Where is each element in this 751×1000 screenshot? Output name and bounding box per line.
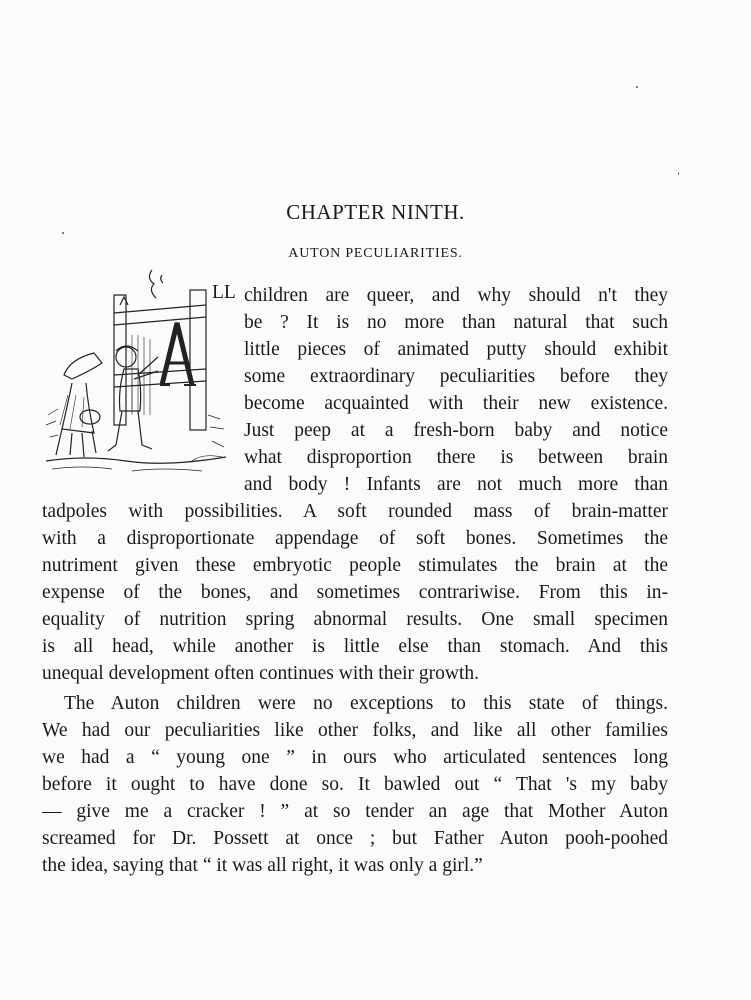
text-line: unequal development often continues with their growth.: [42, 663, 480, 684]
text-line: screamed for Dr. Possett at once ; but Father Auton pooh-poohed: [42, 828, 668, 849]
page-speck: [62, 232, 64, 234]
text-line: be ? It is no more than natural that such: [244, 312, 668, 333]
chapter-title: CHAPTER NINTH.: [286, 200, 465, 224]
text-line: and body ! Infants are not much more than: [244, 474, 668, 495]
page-speck: [678, 172, 679, 175]
text-line: children are queer, and why should n't they: [244, 285, 668, 306]
text-line: — give me a cracker ! ” at so tender an age that Mother Auton: [42, 801, 668, 822]
page-speck: [636, 86, 638, 88]
text-line: what disproportion there is between brain: [244, 447, 668, 468]
text-line: little pieces of animated putty should exhibit: [244, 339, 668, 360]
text-line: some extraordinary peculiarities before they: [244, 366, 668, 387]
text-line: expense of the bones, and sometimes contrariwise. From this in-: [42, 582, 668, 603]
text-line: Just peep at a fresh-born baby and notice: [244, 420, 668, 441]
text-line: nutriment given these embryotic people stimulates the brain at the: [42, 555, 668, 576]
text-line: is all head, while another is little else than stomach. And this: [42, 636, 668, 657]
text-line: The Auton children were no exceptions to this state of things.: [64, 693, 668, 714]
text-line: become acquainted with their new existence.: [244, 393, 668, 414]
text-line: with a disproportionate appendage of soft bones. Sometimes the: [42, 528, 668, 549]
text-line: the idea, saying that “ it was all right, it was only a girl.”: [42, 855, 483, 876]
text-line: equality of nutrition spring abnormal results. One small specimen: [42, 609, 668, 630]
text-line: we had a “ young one ” in ours who articulated sentences long: [42, 747, 668, 768]
text-line: tadpoles with possibilities. A soft rounded mass of brain-matter: [42, 501, 668, 522]
text-line: before it ought to have done so. It bawled out “ That 's my baby: [42, 774, 668, 795]
text-line: We had our peculiarities like other folks, and like all other families: [42, 720, 668, 741]
section-title: AUTON PECULIARITIES.: [288, 246, 463, 261]
dropcap-tail: LL: [212, 282, 236, 303]
